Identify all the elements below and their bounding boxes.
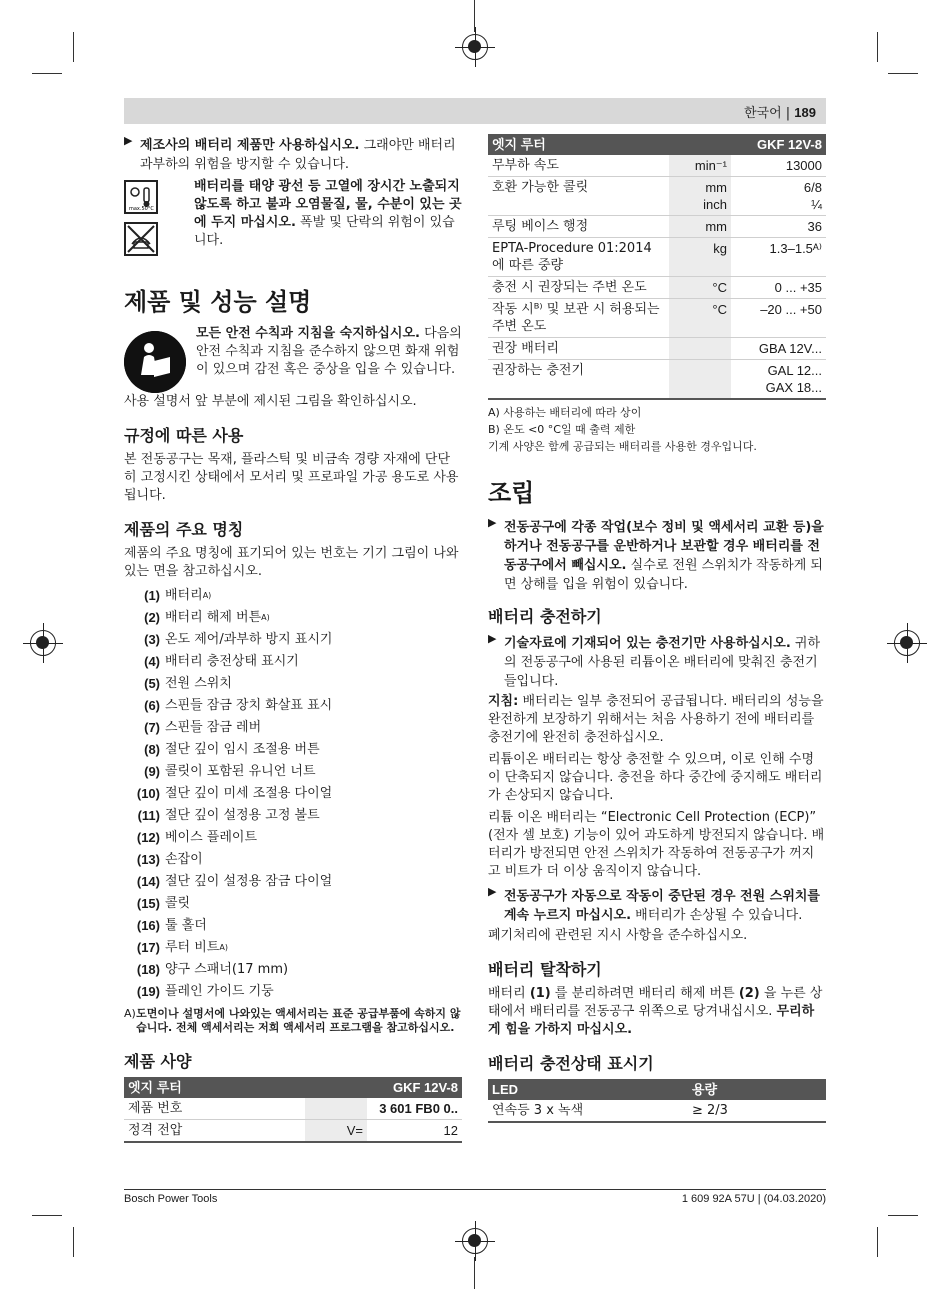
crop-mark [32,73,62,74]
spec-row [488,338,826,360]
component-item [128,629,462,651]
warning-text: 폭발 및 단락의 위험이 있습니다. [194,215,455,248]
component-number: (14) [136,874,160,889]
component-item [128,915,462,937]
led-row [488,1100,826,1122]
footer-doc-number: 1 609 92A 57U | (04.03.2020) [681,1193,826,1205]
component-label: 콜릿이 포함된 유니언 너트 [165,764,316,779]
spec-footnote-c: 기계 사양은 함께 공급되는 배터리를 사용한 경우입니다. [488,440,757,453]
component-item [128,717,462,739]
safety-text [196,325,462,393]
spec-value: 0 ... +35 [731,277,826,299]
spec-unit: V= [305,1120,367,1143]
component-label: 전원 스위치 [165,676,232,691]
sun-heat-icon [124,180,158,214]
spec-header-model: GKF 12V-8 [367,1077,462,1098]
component-number: (1) [144,588,160,603]
component-label: 배터리 해제 버튼$^{A)}$ [165,610,270,625]
component-number: (19) [136,984,160,999]
component-number: (8) [144,742,160,757]
section-title-indicator: 배터리 충전상태 표시기 [488,1054,654,1073]
crop-mark [888,1215,918,1216]
heat-warning-text [194,178,462,260]
spec-row [488,177,826,216]
component-label: 루터 비트$^{A)}$ [165,940,228,955]
spec-value: 36 [731,216,826,238]
spec-row [488,155,826,177]
component-number: (18) [136,962,160,977]
spec-label: EPTA-Procedure 01:2014 에 따른 중량 [488,238,669,277]
capacity-header: 용량 [688,1079,826,1100]
component-label: 스핀들 잠금 레버 [165,720,262,735]
spec-value: 3 601 FB0 0.. [367,1098,462,1120]
spec-header-name: 엣지 루터 [488,134,669,155]
assembly-text: 실수로 전원 스위치가 작동하게 되면 상해를 입을 위험이 있습니다. [504,558,823,592]
battery-bullet [124,134,462,172]
spec-unit: kg [669,238,731,277]
component-item [128,893,462,915]
component-label: 스핀들 잠금 장치 화살표 표시 [165,698,333,713]
removal-ref: (2) [738,986,760,1001]
registration-mark-icon [30,630,56,656]
spec-table-left [124,1077,462,1143]
disposal-text: 폐기처리에 관련된 지시 사항을 준수하십시오. [488,928,748,943]
registration-mark-icon [462,1228,488,1254]
component-item [128,739,462,761]
warning-bold: 배터리를 태양 광선 등 고열에 장시간 노출되지 않도록 하고 불과 오염물질, 물, 수분이 있는 곳에 두지 마십시오. [194,179,462,230]
spec-value: –20 ... +50 [731,299,826,338]
component-label: 절단 깊이 임시 조절용 버튼 [165,742,320,757]
section-title-intended-use: 규정에 따른 사용 [124,426,244,445]
capacity-value: ≥ 2/3 [688,1100,826,1122]
spec-value: GAL 12... GAX 18... [731,360,826,400]
removal-text [488,985,826,1039]
auto-stop-text: 배터리가 손상될 수 있습니다. [631,908,803,923]
spec-footnote-a: A) 사용하는 배터리에 따라 상이 [488,406,642,419]
spec-value: 13000 [731,155,826,177]
section-title-product: 제품 및 성능 설명 [124,288,312,316]
spec-unit [305,1098,367,1120]
component-label: 툴 홀더 [165,918,207,933]
spec-unit: mm [669,216,731,238]
spec-unit: °C [669,299,731,338]
safety-note [124,325,462,393]
liion-text-1: 리튬이온 배터리는 항상 충전할 수 있으며, 이로 인해 수명이 단축되지 않습니다. 충전을 하다 중간에 중지해도 배터리가 손상되지 않습니다. [488,752,823,803]
section-title-components: 제품의 주요 명칭 [124,520,244,539]
spec-label: 정격 전압 [124,1120,305,1143]
component-number: (6) [144,698,160,713]
footer-brand: Bosch Power Tools [124,1193,218,1205]
component-number: (12) [136,830,160,845]
footnote-key: A) [124,1007,136,1020]
spec-row [124,1120,462,1143]
component-label: 온도 제어/과부하 방지 표시기 [165,632,333,647]
spec-table-header [124,1077,462,1098]
section-title-charging: 배터리 충전하기 [488,607,602,626]
crop-mark [474,1257,475,1289]
spec-row [124,1098,462,1120]
components-footnote [124,1007,462,1035]
spec-label: 충전 시 권장되는 주변 온도 [488,277,669,299]
spec-value: GBA 12V... [731,338,826,360]
spec-unit [669,360,731,400]
max-temp-label: max.50°C [129,206,154,212]
crop-mark [73,32,74,62]
spec-unit: °C [669,277,731,299]
spec-row [488,299,826,338]
removal-part: 배터리 [488,986,530,1001]
footnote-text: 도면이나 설명서에 나와있는 액세서리는 표준 공급부품에 속하지 않습니다. 전체 액세서리는 저희 액세서리 프로그램을 참고하십시오. [136,1007,461,1034]
components-list [128,585,462,1003]
warning-icons [124,180,186,260]
component-number: (17) [136,940,160,955]
component-number: (4) [144,654,160,669]
removal-ref: (1) [529,986,551,1001]
component-number: (3) [144,632,160,647]
heat-warning [124,180,462,260]
component-item [128,783,462,805]
see-figures: 사용 설명서 앞 부분에 제시된 그림을 확인하십시오. [124,394,417,409]
crop-mark [888,73,918,74]
spec-footnotes [488,404,826,455]
spec-label: 루팅 베이스 행정 [488,216,669,238]
component-item [128,651,462,673]
auto-stop-bullet [488,885,826,923]
note-bold: 지침: [488,694,519,709]
component-label: 콜릿 [165,896,191,911]
component-number: (11) [137,808,160,823]
component-item [128,827,462,849]
spec-unit: mm inch [669,177,731,216]
spec-value: 6/8 ¼ [731,177,826,216]
component-item [128,937,462,959]
component-label: 베이스 플레이트 [165,830,258,845]
component-number: (2) [144,610,160,625]
bullet-text: 그래야만 배터리 과부하의 위험을 방지할 수 있습니다. [140,138,456,172]
led-table-header [488,1079,826,1100]
led-header: LED [488,1079,688,1100]
spec-unit: min⁻¹ [669,155,731,177]
component-label: 손잡이 [165,852,203,867]
section-title-removal: 배터리 탈착하기 [488,960,602,979]
crop-mark [32,1215,62,1216]
spec-table-header [488,134,826,155]
removal-part: 을 누른 상태에서 배터리를 전동공구 위쪽으로 당겨내십시오. [488,986,823,1019]
spec-table-right [488,134,826,400]
spec-label: 권장 배터리 [488,338,669,360]
read-manual-icon [124,331,186,393]
charging-bold: 기술자료에 기재되어 있는 충전기만 사용하십시오. [504,636,791,651]
removal-part: 를 분리하려면 배터리 해제 버튼 [550,986,739,1001]
crop-mark [877,32,878,62]
spec-row [488,277,826,299]
led-table [488,1079,826,1123]
crop-mark [877,1227,878,1257]
spec-label: 제품 번호 [124,1098,305,1120]
component-label: 절단 깊이 설정용 고정 볼트 [165,808,320,823]
assembly-bold: 전동공구에 각종 작업(보수 정비 및 액세서리 교환 등)을 하거나 전동공구를 운반하거나 보관할 경우 배터리를 전동공구에서 빼십시오. [504,520,824,573]
registration-mark-icon [462,34,488,60]
safety-body: 다음의 안전 수칙과 지침을 준수하지 않으면 화재 위험이 있으며 감전 혹은 중상을 입을 수 있습니다. [196,326,462,377]
intended-use-text: 본 전동공구는 목재, 플라스틱 및 비금속 경량 자재에 단단히 고정시킨 상태에서 모서리 및 프로파일 가공 용도로 사용됩니다. [124,452,459,503]
component-item [128,585,462,607]
led-value: 연속등 3 x 녹색 [488,1100,688,1122]
auto-stop-bold: 전동공구가 자동으로 작동이 중단된 경우 전원 스위치를 계속 누르지 마십시오. [504,889,820,923]
component-label: 플레인 가이드 기둥 [165,984,274,999]
component-item [128,959,462,981]
right-column [488,134,826,1123]
safety-bold: 모든 안전 수칙과 지침을 숙지하십시오. [196,326,420,341]
spec-footnote-b: B) 온도 <0 °C일 때 출력 제한 [488,423,636,436]
component-item [128,805,462,827]
components-intro: 제품의 주요 명칭에 표기되어 있는 번호는 기기 그림이 나와있는 면을 참고하십시오. [124,546,459,579]
charging-note [488,693,826,747]
spec-row [488,216,826,238]
component-number: (15) [136,896,160,911]
component-item [128,761,462,783]
charging-text: 귀하의 전동공구에 사용된 리튬이온 배터리에 맞춰진 충전기들입니다. [504,636,821,689]
component-item [128,695,462,717]
registration-mark-icon [894,630,920,656]
page-number: 189 [794,105,816,120]
component-number: (10) [136,786,160,801]
no-water-icon [124,222,158,256]
spec-value: 12 [367,1120,462,1143]
component-label: 배터리 충전상태 표시기 [165,654,299,669]
assembly-bullet [488,516,826,592]
component-label: 배터리$^{A)}$ [165,588,212,603]
component-number: (5) [144,676,160,691]
bullet-bold: 제조사의 배터리 제품만 사용하십시오. [140,138,360,153]
liion-text-2: 리튬 이온 배터리는 “Electronic Cell Protection (ECP)” (전자 셀 보호) 기능이 있어 과도하게 방전되지 않습니다. 배터리가 방전되면 안전 스위치가 작동하여 전동공구가 꺼지고 비트가 더 이상 움직이지 않습니다. [488,810,825,879]
component-label: 양구 스패너(17 mm) [165,962,289,977]
left-column [124,134,462,1143]
charging-bullet [488,632,826,689]
spec-row [488,360,826,400]
spec-label: 권장하는 충전기 [488,360,669,400]
removal-bold: 무리하게 힘을 가하지 마십시오. [488,1004,815,1037]
component-number: (16) [136,918,160,933]
component-item [128,871,462,893]
component-item [128,673,462,695]
component-number: (13) [136,852,160,867]
spec-label: 호환 가능한 콜릿 [488,177,669,216]
crop-mark [73,1227,74,1257]
header-language: 한국어 [743,106,782,121]
component-number: (9) [144,764,160,779]
spec-row [488,238,826,277]
page-header [124,98,826,124]
component-number: (7) [144,720,160,735]
spec-header-name: 엣지 루터 [124,1077,305,1098]
component-label: 절단 깊이 미세 조절용 다이얼 [165,786,333,801]
spec-value: 1.3–1.5ᴬ⁾ [731,238,826,277]
component-item [128,849,462,871]
spec-header-model: GKF 12V-8 [731,134,826,155]
footer-rule [124,1189,826,1190]
component-label: 절단 깊이 설정용 잠금 다이얼 [165,874,333,889]
spec-label: 무부하 속도 [488,155,669,177]
note-text: 배터리는 일부 충전되어 공급됩니다. 배터리의 성능을 완전하게 보장하기 위해서는 처음 사용하기 전에 배터리를 충전기에 완전히 충전하십시오. [488,694,824,745]
component-item [128,607,462,629]
section-title-specs: 제품 사양 [124,1052,192,1071]
header-text: 한국어 | 189 [743,105,816,121]
section-title-assembly: 조립 [488,479,535,507]
component-item [128,981,462,1003]
spec-unit [669,338,731,360]
spec-label: 작동 시ᴮ⁾ 및 보관 시 허용되는 주변 온도 [488,299,669,338]
